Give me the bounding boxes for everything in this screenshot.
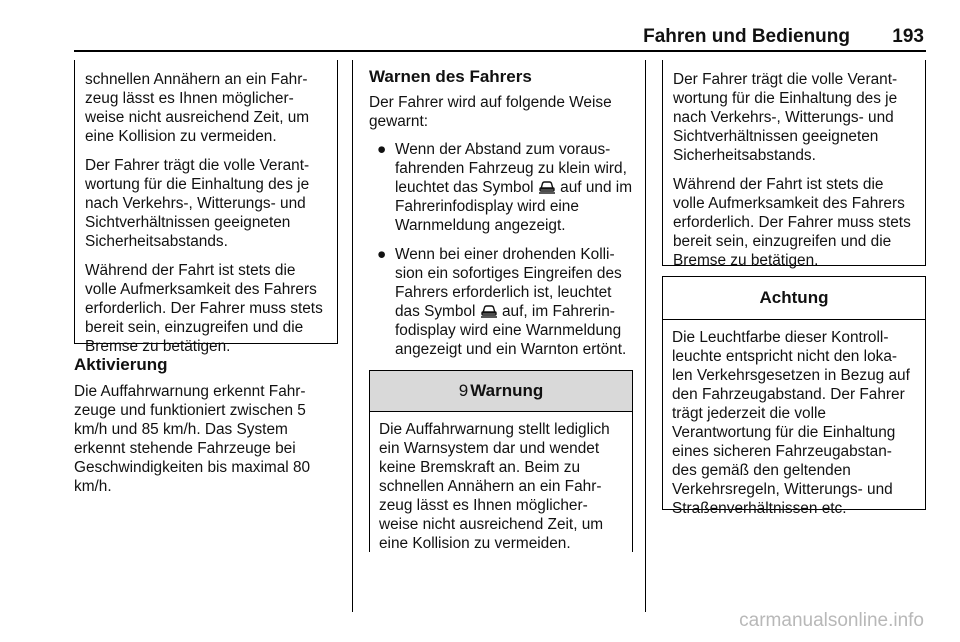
bullet-icon: ● bbox=[377, 246, 387, 263]
warning-text: Die Auffahrwarnung stellt lediglich ein Warnsystem dar und wendet keine Bremskraft an. Beim zu schnellen Annähern an ein Fahr-zeug lässt es Ihnen möglicher-weise nicht ausreichend Zeit, um eine Kollision zu vermeiden. bbox=[379, 421, 610, 552]
right-box-paragraph: Der Fahrer trägt die volle Verant-wortung für die Einhaltung des je nach Verkehrs-, Witterungs- und Sichtverhältnissen geeigneten Sicherheitsabstands. bbox=[673, 71, 898, 164]
achtung-text: Die Leuchtfarbe dieser Kontroll-leuchte entspricht nicht den loka-len Verkehrsgesetzen in Bezug auf den Fahrzeugabstand. Der Fahrer trägt jederzeit die volle Verantwortung für die Einhaltung eines sicheren Fahrzeugabstan-des gemäß den geltenden Verkehrsregeln, Witterungs- und Straßenverhältnissen etc. bbox=[672, 329, 910, 517]
page-number: 193 bbox=[892, 26, 924, 47]
collision-warning-icon bbox=[480, 302, 498, 318]
left-box-paragraph: Der Fahrer trägt die volle Verant-wortung für die Einhaltung des je nach Verkehrs-, Witterungs- und Sichtverhältnissen geeigneten Sicherheitsabstands. bbox=[85, 157, 310, 250]
section-heading-warnen: Warnen des Fahrers bbox=[369, 67, 532, 86]
warnen-intro: Der Fahrer wird auf folgende Weise gewarnt: bbox=[369, 94, 612, 130]
bullet-icon: ● bbox=[377, 141, 387, 158]
right-box-paragraph: Während der Fahrt ist stets die volle Aufmerksamkeit des Fahrers erforderlich. Der Fahrer muss stets bereit sein, einzugreifen und die Bremse zu betätigen. bbox=[673, 176, 911, 269]
warning-box bbox=[369, 370, 633, 552]
list-item: ● Wenn bei einer drohenden Kolli-sion ein sofortiges Eingreifen des Fahrers erforderlich ist, leuchtet das Symbol auf, im Fahrerin-fodisplay wird eine Warnmeldung angezeigt und ein Warnton ertönt. bbox=[377, 246, 627, 358]
left-warning-continuation bbox=[74, 60, 338, 355]
left-column bbox=[74, 60, 338, 496]
collision-warning-icon bbox=[538, 178, 556, 194]
column-divider-left bbox=[352, 60, 353, 612]
page-header bbox=[0, 26, 960, 46]
watermark-text: carmanualsonline.info bbox=[739, 610, 924, 631]
list-item: ● Wenn der Abstand zum voraus-fahrenden Fahrzeug zu klein wird, leuchtet das Symbol auf und im Fahrerinfodisplay wird eine Warnmeldung angezeigt. bbox=[377, 141, 633, 234]
column-divider-right bbox=[645, 60, 646, 612]
header-rule bbox=[74, 50, 926, 52]
warning-title: Warnung bbox=[470, 381, 544, 400]
left-box-paragraph: schnellen Annähern an ein Fahr-zeug lässt es Ihnen möglicher-weise nicht ausreichend Zeit, um eine Kollision zu vermeiden. bbox=[85, 71, 310, 145]
left-box-paragraph: Während der Fahrt ist stets die volle Aufmerksamkeit des Fahrers erforderlich. Der Fahrer muss stets bereit sein, einzugreifen und die Bremse zu betätigen. bbox=[85, 262, 323, 355]
aktivierung-text: Die Auffahrwarnung erkennt Fahr-zeuge und funktioniert zwischen 5 km/h und 85 km/h. Das System erkennt stehende Fahrzeuge bei Geschwindigkeiten bis maximal 80 km/h. bbox=[74, 383, 311, 495]
achtung-box bbox=[662, 276, 926, 517]
warning-list bbox=[369, 140, 633, 359]
section-heading-aktivierung: Aktivierung bbox=[74, 355, 168, 374]
warning-icon: 9 bbox=[458, 381, 469, 400]
warning-box-header bbox=[370, 371, 632, 412]
middle-column bbox=[369, 60, 633, 369]
right-warning-continuation bbox=[662, 60, 926, 269]
page-title: Fahren und Bedienung bbox=[643, 26, 850, 47]
achtung-title: Achtung bbox=[663, 277, 925, 320]
